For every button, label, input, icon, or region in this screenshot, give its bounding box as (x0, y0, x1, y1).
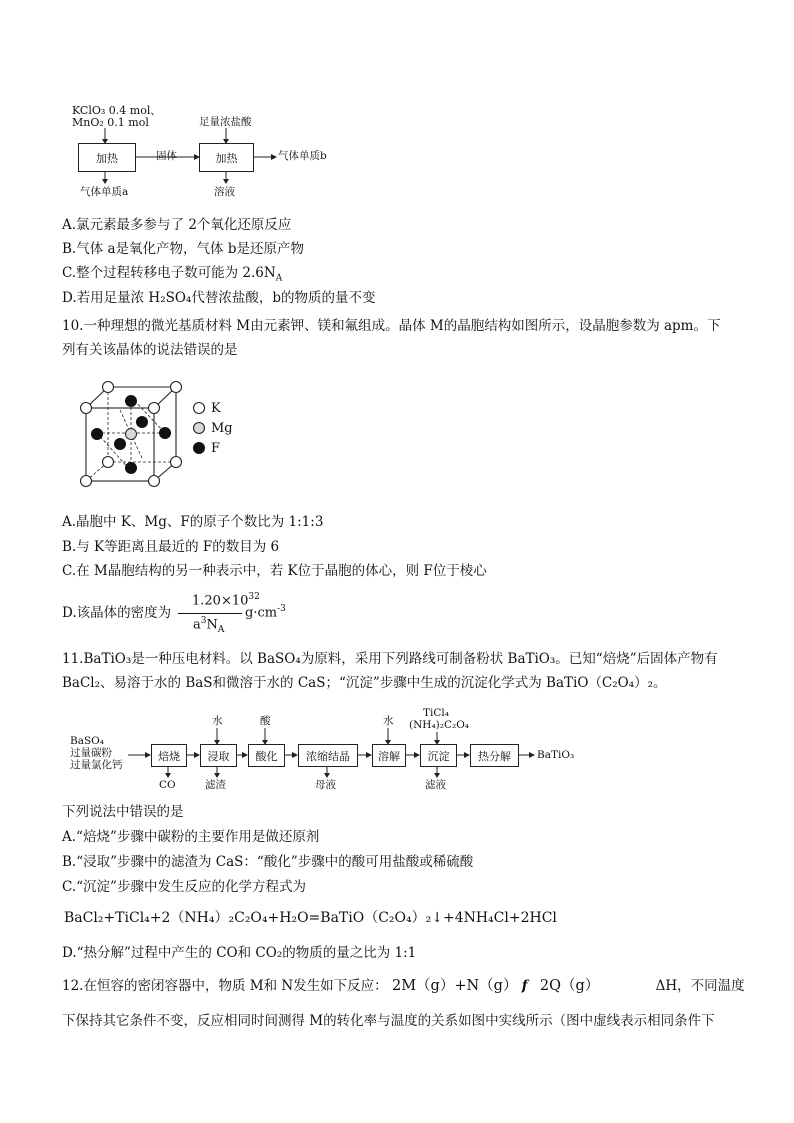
q11-bottom-mother-liquor: 母液 (315, 779, 336, 791)
q11-top-acid: 酸 (260, 715, 271, 727)
q10-den-exp: 3 (200, 616, 207, 626)
q11-bottom-filtrate: 滤液 (425, 779, 446, 791)
q9-option-b: B.气体 a是氧化产物，气体 b是还原产物 (62, 241, 304, 257)
q11-equation: BaCl₂+TiCl₄+2（NH₄）₂C₂O₄+H₂O=BaTiO（C₂O₄）₂↓+4NH₄Cl+2HCl (64, 910, 557, 926)
q10-den-sub: A (217, 624, 225, 635)
q11-option-a: A.“焙烧”步骤中碳粉的主要作用是做还原剂 (62, 829, 320, 845)
q11-option-b: B.“浸取”步骤中的滤渣为 CaS：“酸化”步骤中的酸可用盐酸或稀硫酸 (62, 854, 474, 870)
q9-option-c-sub: A (275, 273, 283, 284)
q11-box-acidify: 酸化 (248, 744, 285, 767)
q10-legend-f: F (211, 441, 221, 456)
q11-option-c: C.“沉淀”步骤中发生反应的化学方程式为 (62, 879, 306, 895)
q11-feed-carbon: 过量碳粉 (70, 747, 112, 759)
q10-stem-line2: 列有关该晶体的说法错误的是 (62, 342, 238, 358)
q10-option-c: C.在 M晶胞结构的另一种表示中，若 K位于晶胞的体心，则 F位于棱心 (62, 563, 487, 579)
q9-option-a: A.氯元素最多参与了 2个氧化还原反应 (62, 217, 292, 233)
q9-bottom-gas-a: 气体单质a (80, 186, 129, 198)
q12-reactants: 2M（g）+N（g） (391, 978, 518, 994)
q11-box-precipitate: 沉淀 (420, 744, 457, 767)
q10-den-a: a (193, 617, 201, 633)
q11-product: BaTiO₃ (537, 749, 575, 761)
q12-product: 2Q（g） (539, 978, 600, 994)
q11-top-nh4: (NH₄)₂C₂O₄ (409, 719, 470, 731)
q10-option-a: A.晶胞中 K、Mg、F的原子个数比为 1:1:3 (62, 514, 324, 530)
q9-bottom-solution: 溶液 (214, 186, 235, 198)
q9-box-heat2: 加热 (199, 143, 254, 172)
q10-legend-mg: Mg (211, 421, 233, 436)
q11-box-decompose: 热分解 (470, 744, 519, 767)
q11-box-roast: 焙烧 (151, 744, 187, 767)
q12-stem-line1 (62, 978, 745, 994)
q9-arrow-label: 固体 (156, 150, 177, 162)
q11-top-ticl4: TiCl₄ (423, 707, 449, 719)
q10-num-exp: 32 (248, 592, 260, 602)
q12-delta-h: ΔH，不同温度 (655, 978, 745, 994)
q10-den-n: N (206, 617, 218, 633)
q10-unit-base: g·cm (245, 605, 278, 621)
q11-bottom-residue: 滤渣 (205, 779, 226, 791)
q11-feed-cacl2: 过量氯化钙 (70, 759, 123, 771)
q11-question: 下列说法中错误的是 (62, 804, 184, 820)
q11-top-water2: 水 (383, 715, 394, 727)
q11-top-water1: 水 (212, 715, 223, 727)
q11-box-dissolve: 溶解 (372, 744, 406, 767)
q10-option-b: B.与 K等距离且最近的 F的数目为 6 (62, 539, 280, 555)
q10-stem-line1: 10.一种理想的微光基质材料 M由元素钾、镁和氟组成。晶体 M的晶胞结构如图所示，设晶胞参数为 apm。下 (62, 318, 721, 334)
q10-num-base: 1.20×10 (192, 593, 249, 609)
q11-stem-line1: 11.BaTiO₃是一种压电材料。以 BaSO₄为原料，采用下列路线可制备粉状 BaTiO₃。已知“焙烧”后固体产物有 (62, 651, 718, 667)
q11-box-leach: 浸取 (200, 744, 237, 767)
q11-option-d: D.“热分解”过程中产生的 CO和 CO₂的物质的量之比为 1:1 (62, 945, 417, 961)
q11-feed-baso4: BaSO₄ (70, 735, 104, 747)
q9-reagent-line2: MnO₂ 0.1 mol (72, 116, 149, 129)
q11-box-crystallize: 浓缩结晶 (298, 744, 358, 767)
q9-option-c-text: C.整个过程转移电子数可能为 2.6N (62, 265, 276, 281)
q9-option-d: D.若用足量浓 H₂SO₄代替浓盐酸，b的物质的量不变 (62, 290, 376, 306)
q12-stem-line2: 下保持其它条件不变，反应相同时间测得 M的转化率与温度的关系如图中实线所示（图中虚线表示相同条件下 (62, 1013, 715, 1029)
q9-reagent-line1: KClO₃ 0.4 mol、 (72, 104, 162, 117)
q11-stem-line2: BaCl₂、易溶于水的 BaS和微溶于水的 CaS；“沉淀”步骤中生成的沉淀化学式为 BaTiO（C₂O₄）₂。 (62, 675, 667, 691)
q11-bottom-co: CO (159, 779, 176, 791)
q10-legend-k: K (211, 401, 221, 416)
q12-equilibrium-symbol: f (521, 978, 528, 994)
q12-stem-text: 12.在恒容的密闭容器中，物质 M和 N发生如下反应： (62, 978, 388, 994)
q10-option-d-prefix: D.该晶体的密度为 (62, 605, 172, 621)
q9-top-reagent: 足量浓盐酸 (199, 116, 252, 128)
q9-right-product: 气体单质b (278, 150, 327, 162)
q9-box-heat1: 加热 (78, 143, 136, 172)
q10-unit-exp: -3 (277, 604, 286, 614)
